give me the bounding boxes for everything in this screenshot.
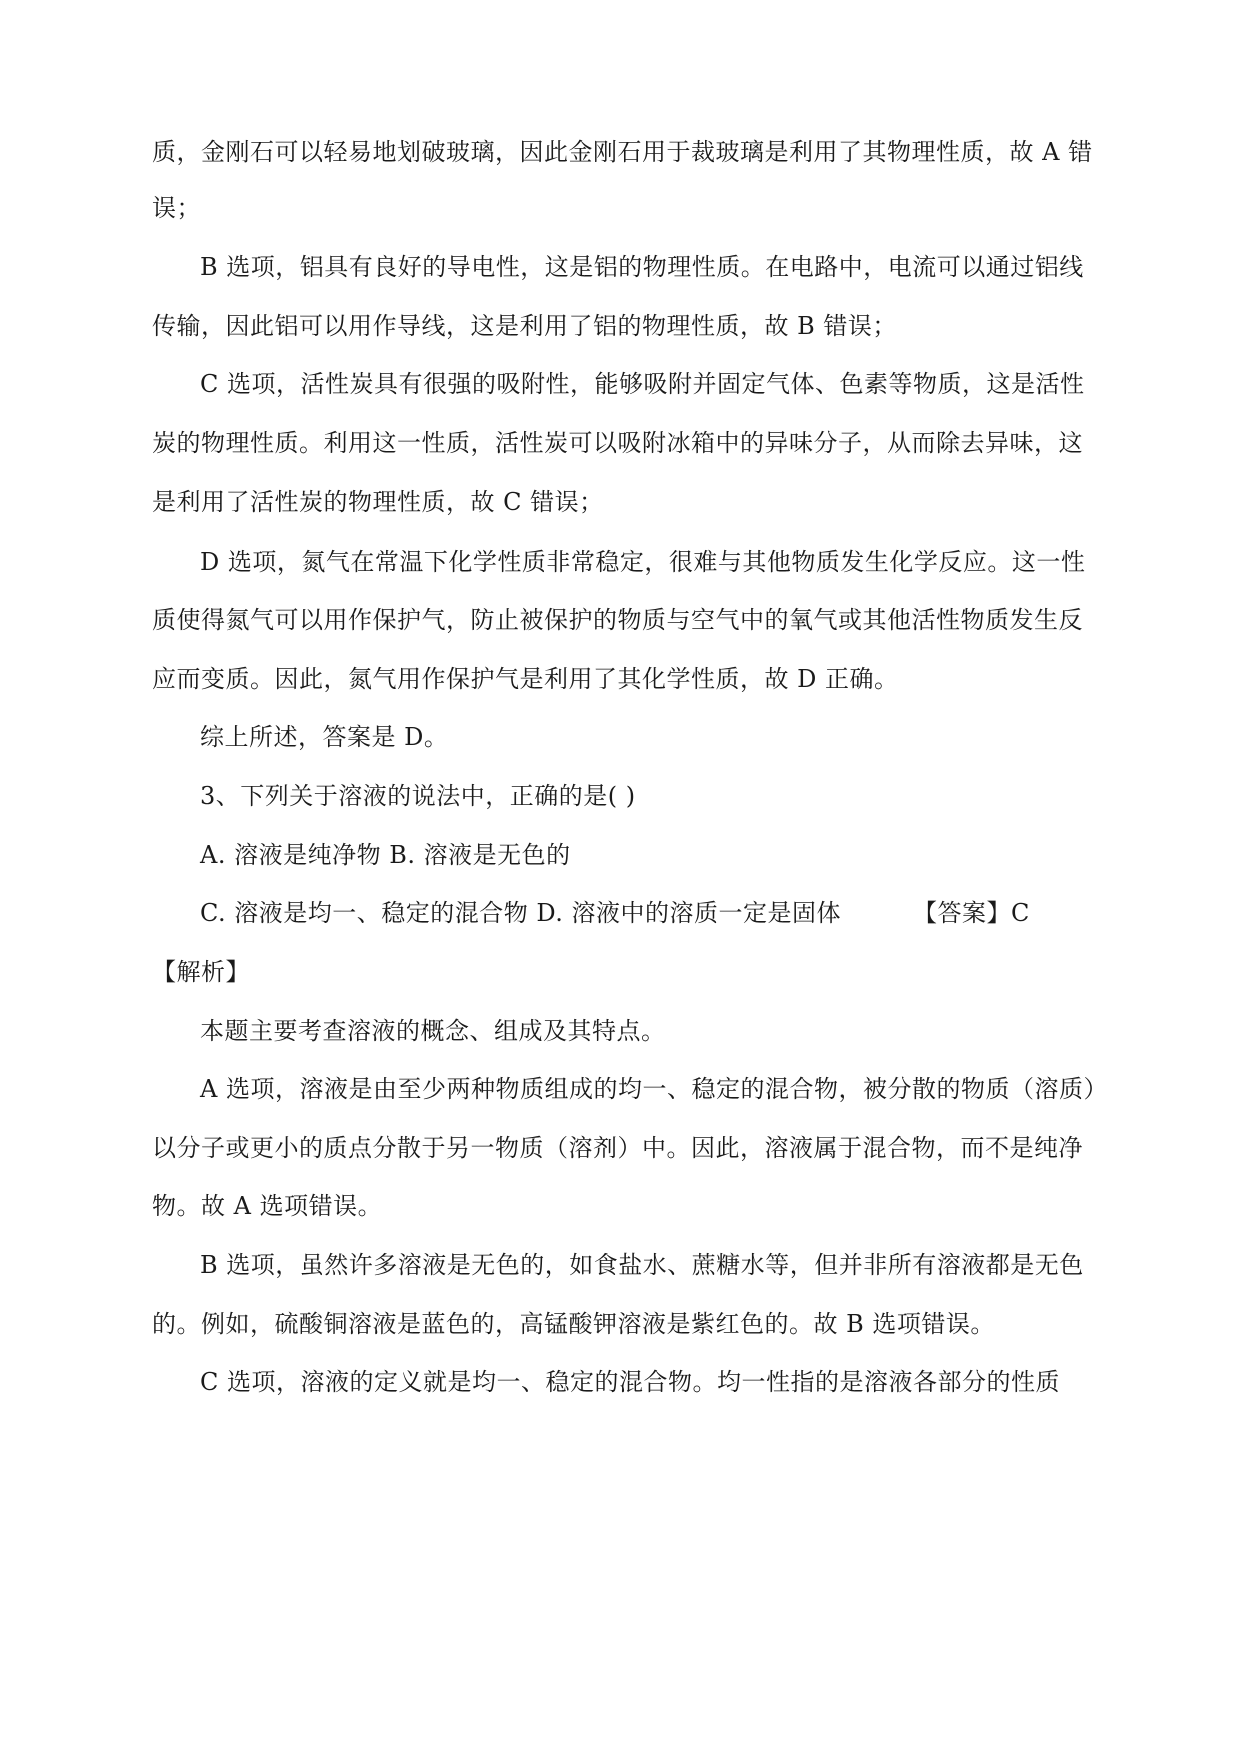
text-line: C 选项，活性炭具有很强的吸附性，能够吸附并固定气体、色素等物质，这是活性 [200,370,1085,398]
options-cd-text: C. 溶液是均一、稳定的混合物 D. 溶液中的溶质一定是固体 [200,899,842,927]
analysis-heading: 【解析】 [152,958,250,986]
answer-label: 【答案】C [913,899,1030,927]
text-line: 的。例如，硫酸铜溶液是蓝色的，高锰酸钾溶液是紫红色的。故 B 选项错误。 [152,1310,995,1338]
text-line: B 选项，铝具有良好的导电性，这是铝的物理性质。在电路中，电流可以通过铝线 [200,253,1084,281]
text-line: 炭的物理性质。利用这一性质，活性炭可以吸附冰箱中的异味分子，从而除去异味，这 [152,429,1083,457]
text-line: 传输，因此铝可以用作导线，这是利用了铝的物理性质，故 B 错误； [152,312,897,340]
text-line: 应而变质。因此，氮气用作保护气是利用了其化学性质，故 D 正确。 [152,665,899,693]
text-line: D 选项，氮气在常温下化学性质非常稳定，很难与其他物质发生化学反应。这一性 [200,548,1086,576]
text-line: 质，金刚石可以轻易地划破玻璃，因此金刚石用于裁玻璃是利用了其物理性质，故 A 错 [152,138,1093,166]
text-line: C 选项，溶液的定义就是均一、稳定的混合物。均一性指的是溶液各部分的性质 [200,1368,1060,1396]
text-line: 误； [152,194,201,222]
text-line: 质使得氮气可以用作保护气，防止被保护的物质与空气中的氧气或其他活性物质发生反 [152,606,1083,634]
text-line: B 选项，虽然许多溶液是无色的，如食盐水、蔗糖水等，但并非所有溶液都是无色 [200,1251,1084,1279]
text-line: 是利用了活性炭的物理性质，故 C 错误； [152,488,604,516]
text-line: 综上所述，答案是 D。 [200,723,449,751]
question-options-ab: A. 溶液是纯净物 B. 溶液是无色的 [200,841,571,869]
text-line: 本题主要考查溶液的概念、组成及其特点。 [200,1017,666,1045]
text-line: A 选项，溶液是由至少两种物质组成的均一、稳定的混合物，被分散的物质（溶质） [200,1075,1108,1103]
question-title: 3、下列关于溶液的说法中，正确的是( ) [200,782,636,810]
text-line: 物。故 A 选项错误。 [152,1192,383,1220]
text-line: 以分子或更小的质点分散于另一物质（溶剂）中。因此，溶液属于混合物，而不是纯净 [152,1134,1083,1162]
question-options-cd [200,898,1030,928]
